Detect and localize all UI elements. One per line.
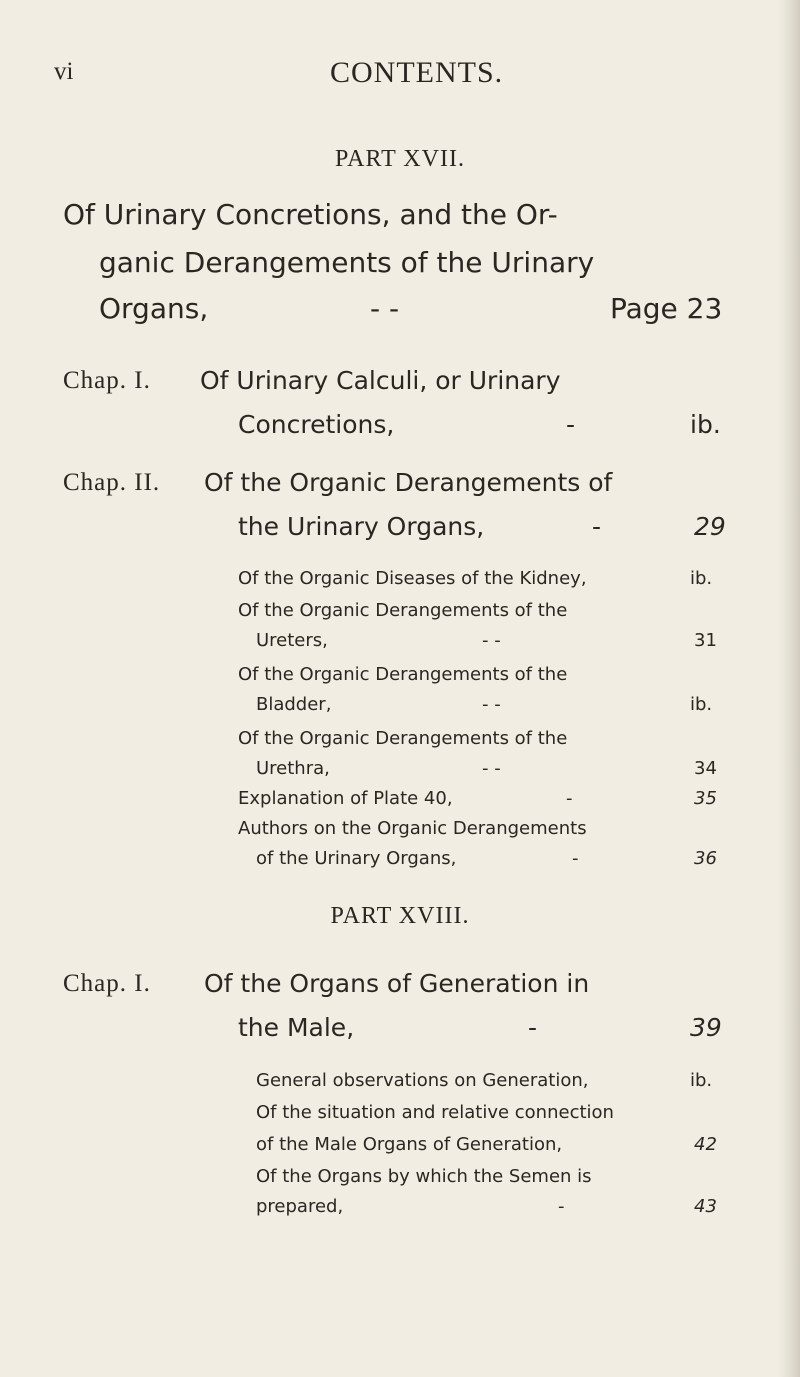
entry-semen-page: 43 xyxy=(694,1196,717,1217)
entry-authors-page: 36 xyxy=(694,848,717,869)
entry-plate-page: 35 xyxy=(694,788,717,809)
chap-i-title-line2: Concretions, xyxy=(238,410,395,439)
part18-chap-i-label: Chap. I. xyxy=(63,970,151,997)
entry-general-observations: General observations on Generation, xyxy=(256,1070,589,1091)
entry-urethra-page: 34 xyxy=(694,758,717,779)
part-xvii-title-dashes: - - xyxy=(370,292,400,325)
entry-kidney: Of the Organic Diseases of the Kidney, xyxy=(238,568,587,589)
chap-ii-page: 29 xyxy=(694,512,726,541)
entry-plate-dash: - xyxy=(566,788,573,809)
entry-semen-line1: Of the Organs by which the Semen is xyxy=(256,1166,592,1187)
chap-i-page: ib. xyxy=(690,410,721,439)
part18-chap-i-dash: - xyxy=(528,1013,538,1042)
chap-ii-dash: - xyxy=(592,512,602,541)
part-xvii-title-line1: Of Urinary Concretions, and the Or- xyxy=(63,198,558,231)
entry-situation-line1: Of the situation and relative connection xyxy=(256,1102,614,1123)
part18-chap-i-title-line2: the Male, xyxy=(238,1013,355,1042)
entry-situation-line2: of the Male Organs of Generation, xyxy=(256,1134,563,1155)
entry-situation-page: 42 xyxy=(694,1134,717,1155)
entry-kidney-page: ib. xyxy=(690,568,713,589)
entry-authors-line2: of the Urinary Organs, xyxy=(256,848,457,869)
entry-ureters-page: 31 xyxy=(694,630,717,651)
chap-i-dash: - xyxy=(566,410,576,439)
running-title: CONTENTS. xyxy=(330,56,504,89)
entry-plate: Explanation of Plate 40, xyxy=(238,788,453,809)
page-number: vi xyxy=(54,58,74,85)
entry-authors-dash: - xyxy=(572,848,579,869)
chap-ii-title-line1: Of the Organic Derangements of xyxy=(204,468,613,497)
entry-ureters-line2: Ureters, xyxy=(256,630,328,651)
page-edge-shadow xyxy=(778,0,800,1377)
running-header xyxy=(0,56,800,96)
part-xvii-title-line3: Organs, xyxy=(99,292,209,325)
part-xvii-title-page: Page 23 xyxy=(610,292,723,325)
entry-urethra-line1: Of the Organic Derangements of the xyxy=(238,728,568,749)
entry-bladder-line1: Of the Organic Derangements of the xyxy=(238,664,568,685)
chap-ii-label: Chap. II. xyxy=(63,469,161,496)
entry-semen-line2: prepared, xyxy=(256,1196,344,1217)
entry-ureters-line1: Of the Organic Derangements of the xyxy=(238,600,568,621)
entry-bladder-dashes: - - xyxy=(482,694,501,715)
entry-semen-dash: - xyxy=(558,1196,565,1217)
chap-i-title-line1: Of Urinary Calculi, or Urinary xyxy=(200,366,561,395)
entry-urethra-line2: Urethra, xyxy=(256,758,330,779)
part-xvii-title-line2: ganic Derangements of the Urinary xyxy=(99,246,595,279)
entry-bladder-line2: Bladder, xyxy=(256,694,332,715)
entry-bladder-page: ib. xyxy=(690,694,713,715)
entry-ureters-dashes: - - xyxy=(482,630,501,651)
chap-i-label: Chap. I. xyxy=(63,367,151,394)
entry-authors-line1: Authors on the Organic Derangements xyxy=(238,818,587,839)
chap-ii-title-line2: the Urinary Organs, xyxy=(238,512,485,541)
part-xvii-heading: PART XVII. xyxy=(335,146,465,172)
part18-chap-i-page: 39 xyxy=(690,1013,722,1042)
part18-chap-i-title-line1: Of the Organs of Generation in xyxy=(204,969,590,998)
part-xviii-heading: PART XVIII. xyxy=(330,903,470,929)
entry-general-observations-page: ib. xyxy=(690,1070,713,1091)
entry-urethra-dashes: - - xyxy=(482,758,501,779)
